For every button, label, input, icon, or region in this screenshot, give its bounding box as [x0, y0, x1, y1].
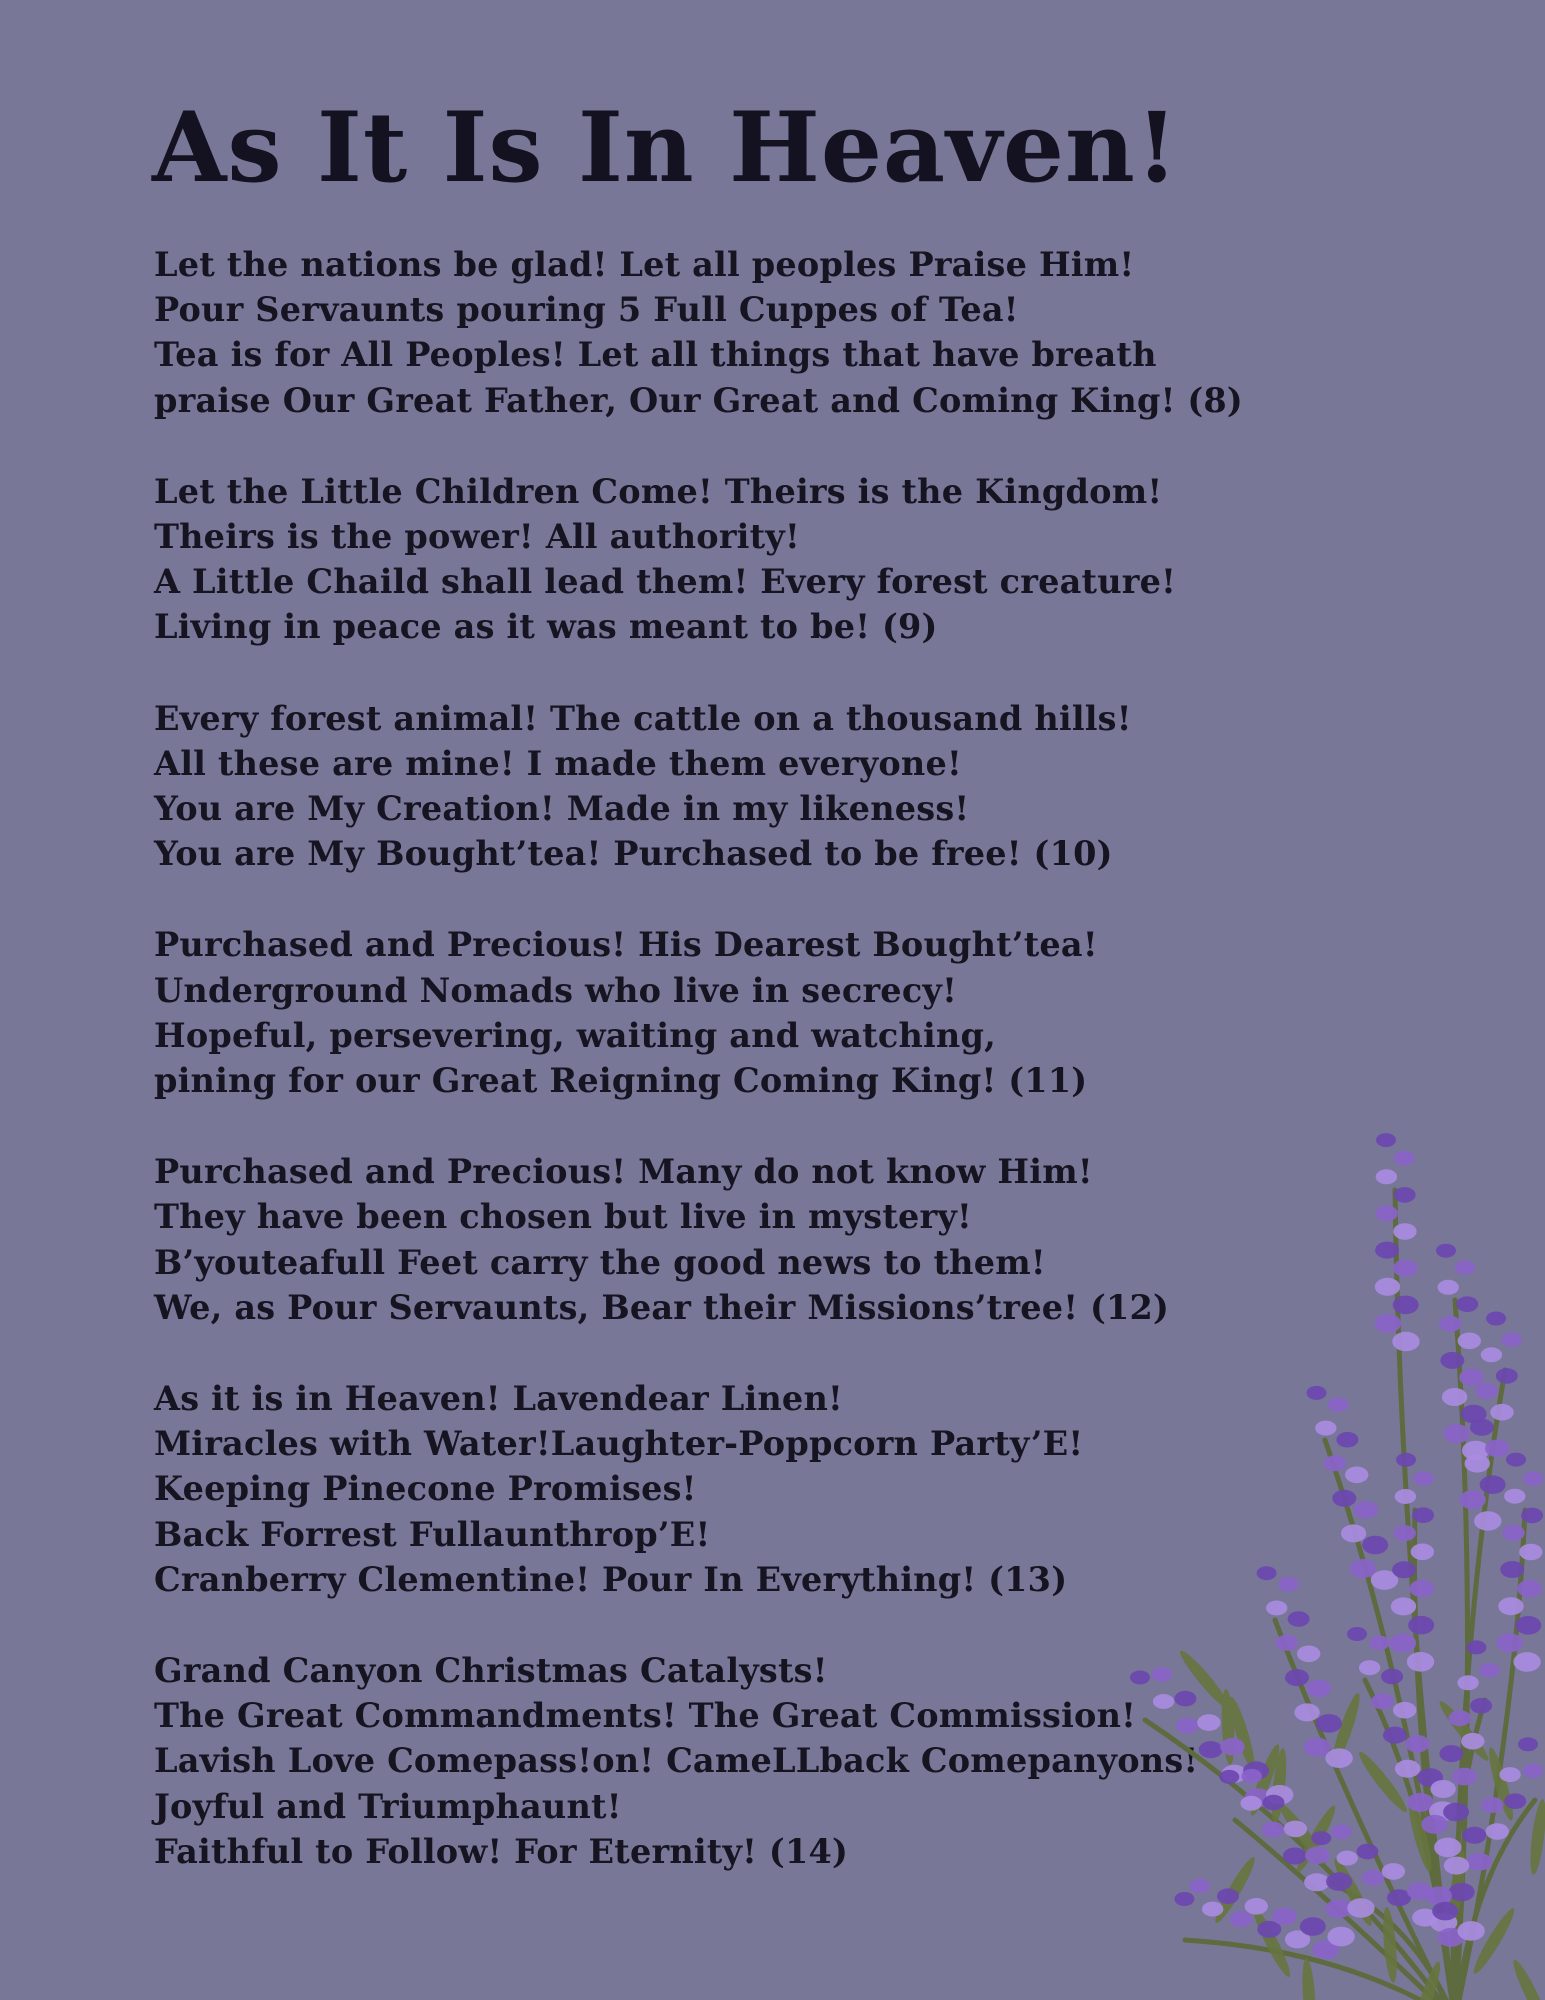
poem-line: pining for our Great Reigning Coming King! (11): [154, 1061, 1088, 1101]
stanza-3: [154, 696, 1354, 877]
poem-line: Lavish Love Comepass!on! CameLLback Comepanyons!: [154, 1741, 1199, 1781]
poem-line: They have been chosen but live in mystery!: [154, 1197, 972, 1237]
lavender-bouquet-icon: [1125, 1120, 1545, 2000]
poem-line: You are My Bought’tea! Purchased to be free! (10): [154, 834, 1113, 874]
poem-line: Faithful to Follow! For Eternity! (14): [154, 1831, 849, 1871]
poem-line: Let the nations be glad! Let all peoples Praise Him!: [154, 245, 1135, 284]
poem-line: All these are mine! I made them everyone!: [154, 743, 962, 783]
poem-line: Living in peace as it was meant to be! (9): [154, 607, 938, 647]
poem-line: A Little Chaild shall lead them! Every forest creature!: [154, 562, 1177, 602]
poem-line: You are My Creation! Made in my likeness!: [154, 789, 970, 829]
poem-line: Underground Nomads who live in secrecy!: [154, 970, 957, 1010]
poem-line: Hopeful, persevering, waiting and watching,: [154, 1015, 996, 1055]
poem-line: Joyful and Triumphaunt!: [154, 1786, 622, 1826]
poem-line: Theirs is the power! All authority!: [154, 517, 800, 557]
page-title: As It Is In Heaven!: [152, 91, 1179, 204]
poem-line: Purchased and Precious! His Dearest Bought’tea!: [154, 925, 1098, 965]
poem-line: Every forest animal! The cattle on a thousand hills!: [154, 698, 1132, 738]
poem-line: Miracles with Water!Laughter-Poppcorn Party’E!: [154, 1424, 1084, 1464]
poem-line: Let the Little Children Come! Theirs is the Kingdom!: [154, 471, 1163, 511]
poem-line: Grand Canyon Christmas Catalysts!: [154, 1651, 828, 1691]
poem-line: Keeping Pinecone Promises!: [154, 1469, 697, 1509]
poem-line: praise Our Great Father, Our Great and Coming King! (8): [154, 380, 1243, 420]
poem-line: The Great Commandments! The Great Commission!: [154, 1696, 1137, 1736]
stanza-4: [154, 922, 1354, 1103]
stanza-1: [154, 242, 1354, 423]
poem-line: Pour Servaunts pouring 5 Full Cuppes of Tea!: [154, 290, 1019, 330]
poem-line: As it is in Heaven! Lavendear Linen!: [154, 1379, 843, 1419]
stanza-2: [154, 469, 1354, 650]
poem-line: Cranberry Clementine! Pour In Everything! (13): [154, 1559, 1068, 1599]
poem-line: Purchased and Precious! Many do not know Him!: [154, 1152, 1093, 1192]
poem-line: We, as Pour Servaunts, Bear their Missions’tree! (12): [154, 1287, 1170, 1327]
poem-line: B’youteafull Feet carry the good news to them!: [154, 1242, 1046, 1282]
poem-line: Tea is for All Peoples! Let all things that have breath: [154, 335, 1157, 375]
poem-line: Back Forrest Fullaunthrop’E!: [154, 1514, 711, 1554]
